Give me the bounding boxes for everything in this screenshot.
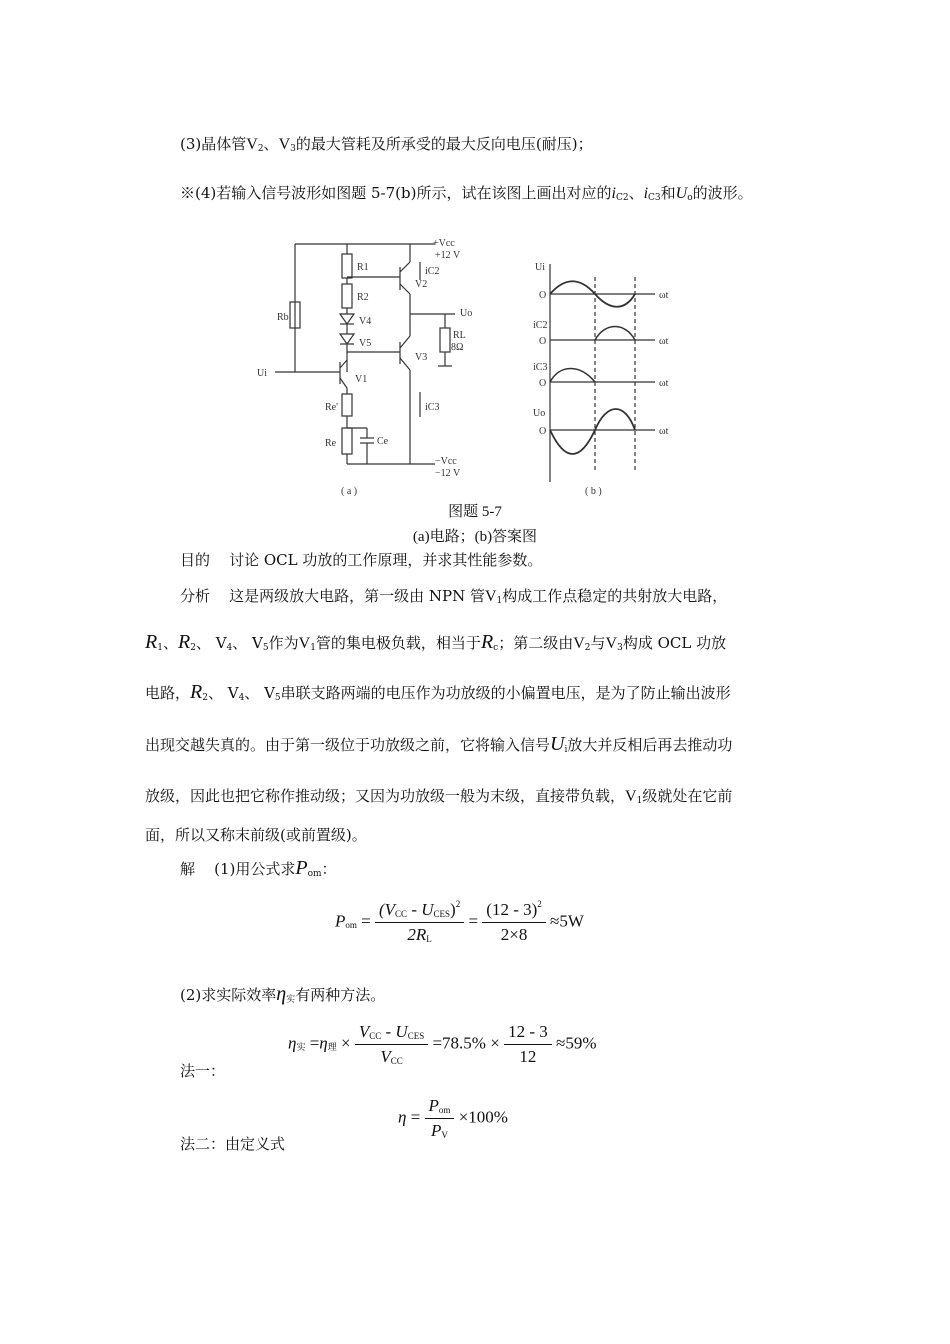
svg-text:O: O [539,336,547,347]
question-3: (3)晶体管V2、V3的最大管耗及所承受的最大反向电压(耐压)； [180,135,593,154]
analysis-line-4: 出现交越失真的。由于第一级位于功放级之前，它将输入信号Ui放大并反相后再去推动功 [145,733,733,755]
question-4: ※(4)若输入信号波形如图题 5-7(b)所示，试在该图上画出对应的iC2、iC3和Uo的波形。 [180,184,753,203]
analysis-line-3: 电路，R2、 V4、 V5串联支路两端的电压作为功放级的小偏置电压，是为了防止输出波形 [145,681,731,703]
svg-text:Ui: Ui [257,368,267,379]
svg-text:Uo: Uo [460,308,473,319]
v2-symbol: V [246,136,258,153]
analysis-line-6: 面，所以又称末前级(或前置级)。 [145,826,367,844]
q3-text: (3)晶体管 [180,135,247,153]
svg-text:O: O [539,378,547,389]
svg-text:Ce: Ce [377,436,389,447]
v3-symbol: V [278,136,291,153]
svg-text:R2: R2 [357,292,369,303]
svg-text:iC3: iC3 [425,402,440,413]
analysis-line-5: 放级，因此也把它称作推动级；又因为功放级一般为末级，直接带负载，V1级就处在它前 [145,787,733,806]
vcc-pos-label: +Vcc [433,238,455,249]
analysis-line-2: R1、R2、 V4、 V5作为V1管的集电极负载，相当于Rc；第二级由V2与V3构成 OCL 功放 [145,631,727,653]
svg-text:Ui: Ui [535,262,545,273]
svg-text:R1: R1 [357,262,369,273]
figure-5-7 [255,232,695,502]
svg-text:V3: V3 [415,352,428,363]
svg-text:RL: RL [453,330,466,341]
svg-text:iC2: iC2 [425,266,440,277]
waveform-diagram [550,264,655,482]
figure-subcaption: (a)电路；(b)答案图 [412,529,538,545]
svg-text:Re: Re [325,438,337,449]
method-1-label: 法一： [180,1062,226,1080]
circuit-diagram [275,244,455,464]
svg-text:V5: V5 [359,338,372,349]
purpose-paragraph: 目的 讨论 OCL 功放的工作原理，并求其性能参数。 [180,551,543,569]
svg-text:8Ω: 8Ω [451,342,464,353]
svg-text:iC2: iC2 [533,320,548,331]
formula-eta-definition: η = $\frac{\text{Pom}}{PV}$ ×100% [398,1096,508,1140]
svg-text:V1: V1 [355,374,368,385]
svg-text:V2: V2 [415,279,428,290]
solution-step-1: 解 (1)用公式求Pom： [180,857,337,879]
svg-text:ωt: ωt [659,426,669,437]
vcc-pos-value: +12 V [435,250,461,261]
svg-text:iC3: iC3 [533,362,548,373]
formula-eta-method1: η实 =η理 × $\frac{\text{VCC - UCES}}{\text{VCC}}$ =78.5% × $\frac{12 - 3}{12}$ ≈59% [288,1022,597,1066]
formula-pom: Pom = $\frac{(VCC - UCES)^2}{2RL}$ = $\frac{(12 - 3)^2}{2\times 8}$ ≈5W [335,899,584,944]
svg-text:O: O [539,426,547,437]
figure-b-label: ( b ) [585,486,602,497]
svg-text:V4: V4 [359,316,372,327]
method-2-label: 法二：由定义式 [180,1135,286,1153]
svg-text:ωt: ωt [659,336,669,347]
svg-text:−Vcc: −Vcc [435,456,457,467]
svg-text:Re': Re' [325,402,338,413]
figure-caption: 图题 5-7 [448,504,502,520]
solution-step-2: (2)求实际效率η实有两种方法。 [180,983,386,1005]
figure-a-label: ( a ) [341,486,358,497]
svg-text:Uo: Uo [533,408,546,419]
svg-text:−12 V: −12 V [435,468,461,479]
analysis-line-1: 分析 这是两级放大电路，第一级由 NPN 管V1构成工作点稳定的共射放大电路， [180,587,728,606]
svg-text:O: O [539,290,547,301]
svg-text:ωt: ωt [659,290,669,301]
svg-text:Rb: Rb [277,312,289,323]
svg-text:ωt: ωt [659,378,669,389]
